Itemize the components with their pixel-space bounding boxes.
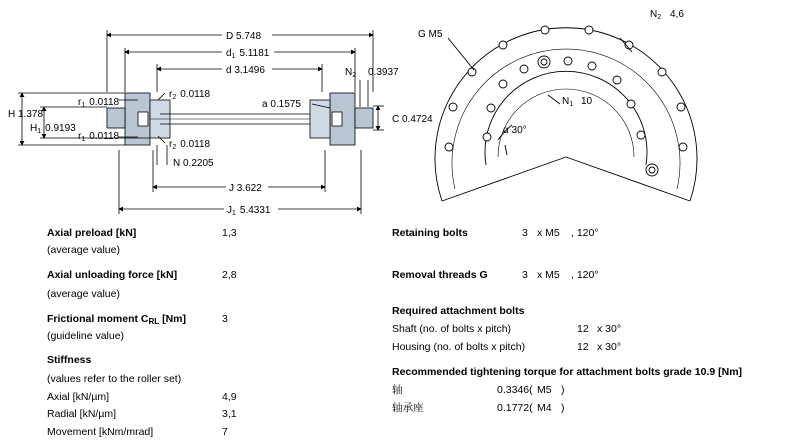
retaining-bolts-count: 3 [522, 227, 528, 239]
stiffness-radial-value: 3,1 [222, 408, 237, 420]
dim-d: d 3.1496 [226, 65, 265, 76]
axial-unloading-label: Axial unloading force [kN] [47, 269, 178, 281]
label-alpha: α 30° [503, 125, 527, 136]
axial-unloading-value: 2,8 [222, 269, 237, 281]
dim-r1-bottom: $r_1$ 0.0118 [78, 131, 120, 143]
dim-C: C 0.4724 [392, 114, 433, 125]
label-G-M5: G M5 [418, 29, 443, 40]
label-N1: $N_1$ [562, 96, 574, 108]
torque-shaft-value: 0.3346( [497, 384, 533, 396]
torque-shaft-label: 轴 [392, 384, 403, 396]
axial-preload-note: (average value) [47, 244, 120, 256]
stiffness-movement-value: 7 [222, 426, 228, 438]
dim-N2: $N_2$ [345, 67, 357, 79]
torque-housing-bolt: M4 [537, 402, 552, 414]
axial-unloading-note: (average value) [47, 288, 120, 300]
dim-r1-top: $r_1$ 0.0118 [78, 97, 120, 109]
bearing-drawing [0, 0, 788, 215]
stiffness-radial-label: Radial [kN/µm] [47, 408, 117, 420]
torque-shaft-close: ) [561, 384, 565, 396]
removal-threads-angle: , 120° [571, 269, 599, 281]
shaft-bolts-pitch: x 30° [597, 323, 622, 335]
torque-title: Recommended tightening torque for attachment bolts grade 10.9 [Nm] [392, 366, 743, 378]
frictional-moment-label: Frictional moment $C_{RL}$ [Nm] [47, 313, 187, 326]
frictional-moment-value: 3 [222, 313, 228, 325]
removal-threads-spec: x M5 [537, 269, 560, 281]
dim-a: a 0.1575 [262, 99, 301, 110]
axial-preload-value: 1,3 [222, 227, 237, 239]
torque-housing-close: ) [561, 402, 565, 414]
dim-d1: $d_1$ 5.1181 [226, 48, 270, 60]
dim-N: N 0.2205 [173, 158, 214, 169]
stiffness-axial-label: Axial [kN/µm] [47, 391, 110, 403]
retaining-bolts-label: Retaining bolts [392, 227, 468, 239]
stiffness-note: (values refer to the roller set) [47, 373, 182, 385]
label-N1-value: 10 [581, 96, 593, 107]
front-view [435, 26, 697, 201]
torque-housing-value: 0.1772( [497, 402, 533, 414]
dim-D: D 5.748 [226, 31, 262, 42]
housing-bolts-pitch: x 30° [597, 341, 622, 353]
stiffness-title: Stiffness [47, 354, 92, 366]
dim-J: J 3.622 [229, 183, 262, 194]
dim-J1: $J_1$ 5.4331 [227, 205, 271, 215]
stiffness-axial-value: 4,9 [222, 391, 237, 403]
shaft-bolts-count: 12 [577, 323, 589, 335]
attachment-bolts-title: Required attachment bolts [392, 305, 525, 317]
removal-threads-label: Removal threads G [392, 269, 488, 281]
housing-bolts-count: 12 [577, 341, 589, 353]
retaining-bolts-angle: , 120° [571, 227, 599, 239]
dim-N2-value: 0.3937 [368, 67, 399, 78]
removal-threads-count: 3 [522, 269, 528, 281]
cross-section-view [18, 30, 384, 214]
frictional-moment-note: (guideline value) [47, 330, 125, 342]
housing-bolts-label: Housing (no. of bolts x pitch) [392, 341, 526, 353]
label-N2: $N_2$ [650, 9, 662, 21]
stiffness-movement-label: Movement [kNm/mrad] [47, 426, 154, 438]
torque-shaft-bolt: M5 [537, 384, 552, 396]
label-N2-value: 4,6 [670, 9, 684, 20]
dim-r2-top: $r_2$ 0.0118 [169, 89, 211, 101]
shaft-bolts-label: Shaft (no. of bolts x pitch) [392, 323, 512, 335]
retaining-bolts-spec: x M5 [537, 227, 560, 239]
axial-preload-label: Axial preload [kN] [47, 227, 137, 239]
dim-H1: $H_1$ 0.9193 [30, 123, 76, 135]
dim-H: H 1.378 [8, 109, 44, 120]
torque-housing-label: 轴承座 [392, 402, 424, 414]
dim-r2-bottom: $r_2$ 0.0118 [169, 139, 211, 151]
